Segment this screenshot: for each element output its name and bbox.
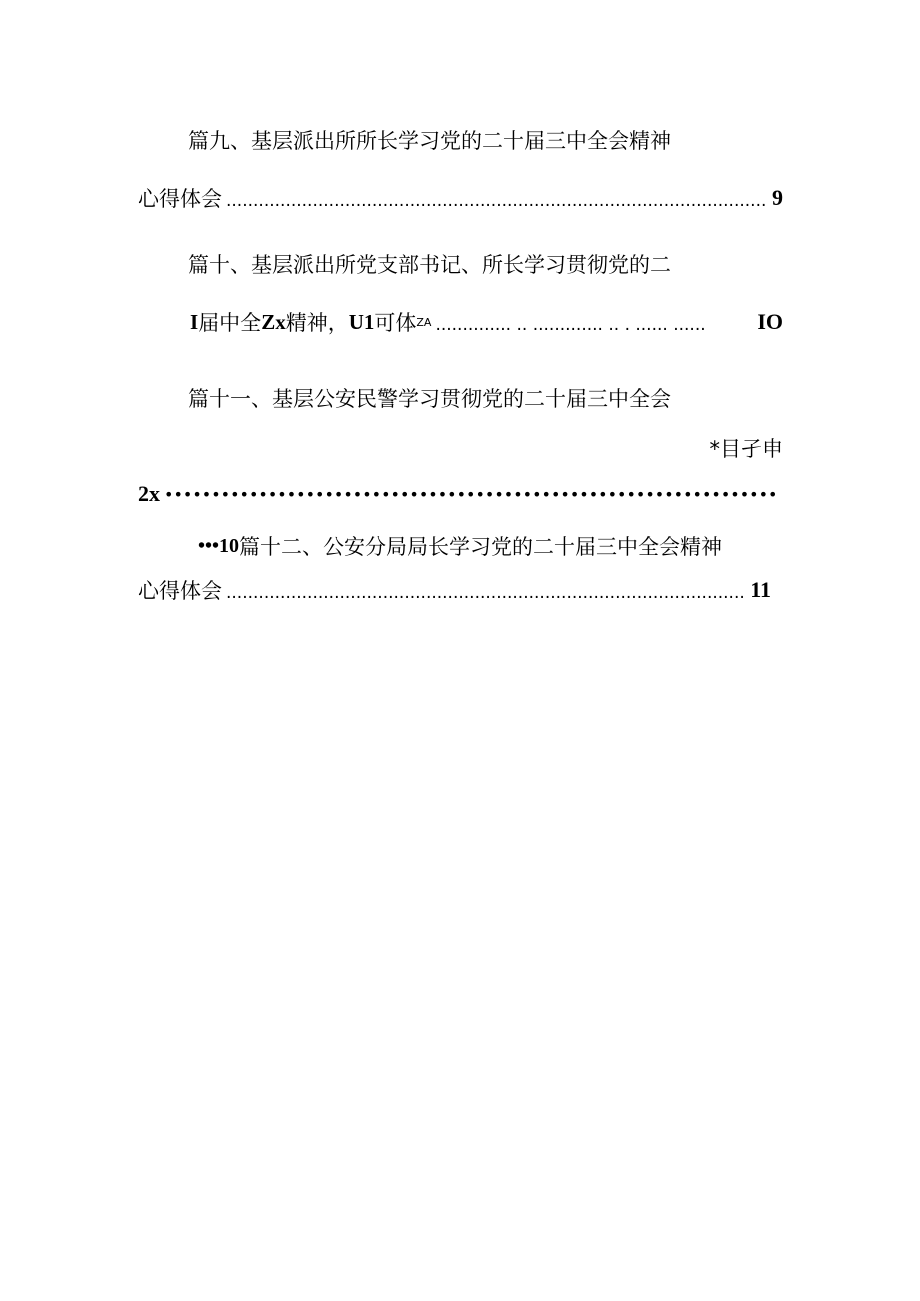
toc-entry-11-title[interactable] <box>188 378 783 418</box>
toc-entry-10-line1: 篇十、基层派出所党支部书记、所长学习贯彻党的二 <box>188 253 671 277</box>
toc-entry-12-line2: 心得体会 <box>138 579 222 603</box>
toc-entry-10-line2-f: 可体 <box>374 311 417 335</box>
toc-entry-11-line2-row[interactable] <box>138 428 783 468</box>
toc-dot-leader <box>226 187 768 210</box>
toc-entry-9-line1: 篇九、基层派出所所长学习党的二十届三中全会精神 <box>188 129 671 153</box>
toc-entry-9-title[interactable] <box>188 120 783 160</box>
toc-entry-9-line2: 心得体会 <box>138 187 222 211</box>
toc-entry-10-line2-b: 届中全 <box>198 311 262 335</box>
toc-entry-9-page-number: 9 <box>772 185 783 210</box>
toc-entry-10-leader-line[interactable] <box>190 302 783 342</box>
toc-entry-10-line2-d: 精神， <box>285 311 349 335</box>
toc-entry-10-line2-e: U1 <box>348 309 375 334</box>
toc-entry-12-leader-line[interactable] <box>138 570 783 610</box>
toc-entry-11-leader-line[interactable] <box>138 474 783 514</box>
toc-entry-10-page-number: IO <box>757 309 783 334</box>
toc-entry-9-leader-line[interactable] <box>138 178 783 218</box>
toc-entry-12-page-number: 11 <box>750 577 771 602</box>
toc-bullet-leader <box>164 485 779 503</box>
toc-entry-12-line1: 篇十二、公安分局局长学习党的二十届三中全会精神 <box>239 535 723 559</box>
toc-entry-10-line2-a: I <box>190 309 199 334</box>
toc-entry-10-line2-c: Zx <box>261 309 286 334</box>
toc-dot-leader <box>226 579 746 602</box>
toc-entry-12-title[interactable] <box>198 526 783 566</box>
toc-entry-11-line1: 篇十一、基层公安民警学习贯彻党的二十届三中全会 <box>188 387 671 411</box>
toc-dot-leader <box>435 311 753 334</box>
toc-entry-12-prefix: •••10 <box>198 534 240 557</box>
toc-entry-10-title[interactable] <box>188 244 783 284</box>
toc-entry-11-line3: 2x <box>138 481 160 506</box>
toc-entry-11-line2: *目孑申 <box>709 437 783 461</box>
toc-entry-10-line2-g: ZA <box>416 315 432 329</box>
